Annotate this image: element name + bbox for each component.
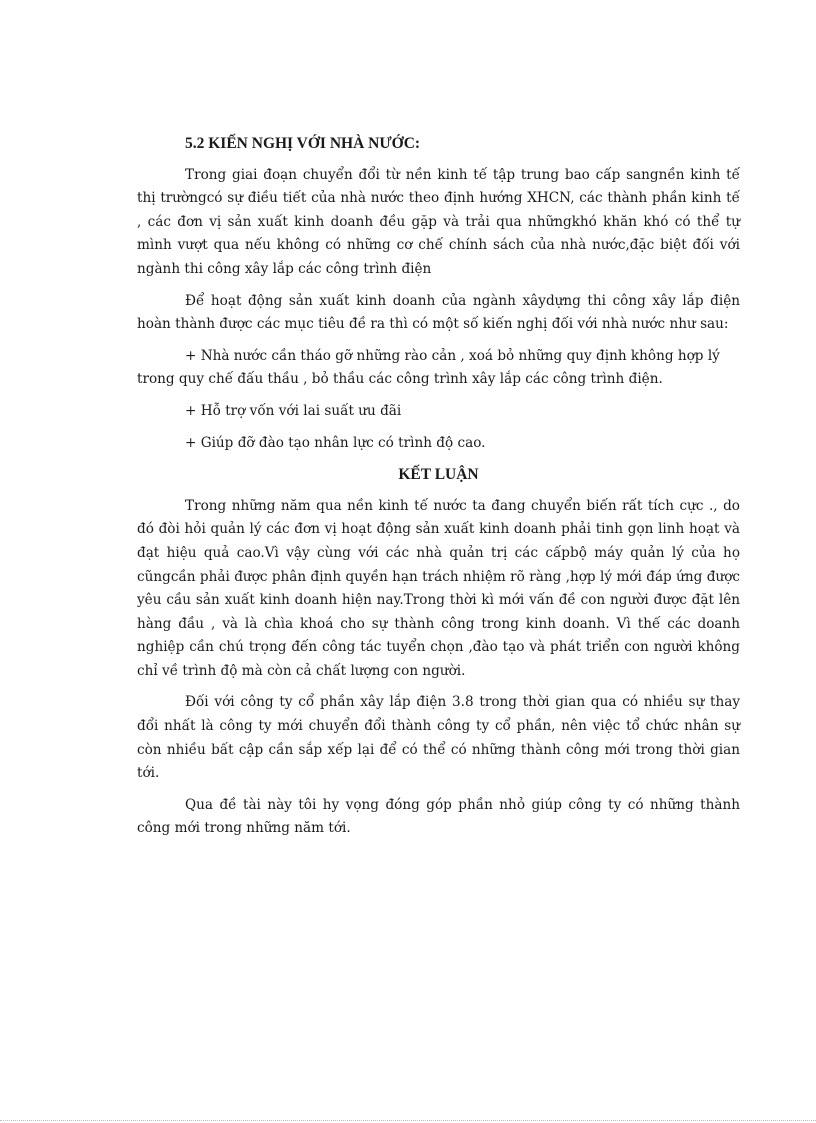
proposal-item: + Giúp đỡ đào tạo nhân lực có trình độ cao. xyxy=(185,434,486,451)
page-bottom-border xyxy=(0,1120,816,1121)
conclusion-title: KẾT LUẬN xyxy=(398,466,479,484)
conclusion-paragraph: Qua đề tài này tôi hy vọng đóng góp phần nhỏ giúp công ty có những thành công mới trong những năm tới. xyxy=(137,796,740,837)
intro-paragraph: Trong giai đoạn chuyển đổi từ nền kinh tế tập trung bao cấp sangnền kinh tế thị trườngcó sự điều tiết của nhà nước theo định hướng XHCN, các thành phần kinh tế , các đơn vị sản xuất kinh doanh đều gặp và trải qua nhữngkhó khăn khó có thể tự mình vượt qua nếu không có những cơ chế chính sách của nhà nước,đặc biệt đối với ngành thi công xây lắp các công trình điện xyxy=(137,166,740,277)
conclusion-paragraph: Đối với công ty cổ phần xây lắp điện 3.8 trong thời gian qua có nhiều sự thay đổi nhất là công ty mới chuyển đổi thành công ty cổ phần, nên việc tổ chức nhân sự còn nhiều bất cập cần sắp xếp lại để có thể có những thành công mới trong thời gian tới. xyxy=(137,694,740,782)
document-page xyxy=(137,132,740,849)
proposal-lead-paragraph: Để hoạt động sản xuất kinh doanh của ngành xâydựng thi công xây lắp điện hoàn thành được các mục tiêu đề ra thì có một số kiến nghị đối với nhà nước như sau: xyxy=(137,292,740,333)
proposal-item: + Hỗ trợ vốn với lai suất ưu đãi xyxy=(185,402,402,419)
section-heading: 5.2 KIẾN NGHỊ VỚI NHÀ NƯỚC: xyxy=(185,135,421,152)
conclusion-paragraph: Trong những năm qua nền kinh tế nước ta đang chuyển biến rất tích cực ., do đó đòi hỏi quản lý các đơn vị hoạt động sản xuất kinh doanh phải tinh gọn linh hoạt và đạt hiệu quả cao.Vì vậy cùng với các nhà quản trị các cấpbộ máy quản lý của họ cũngcần phải được phân định quyền hạn trách nhiệm rõ ràng ,hợp lý mới đáp ứng được yêu cầu sản xuất kinh doanh hiện nay.Trong thời kì mới vấn đề con người được đặt lên hàng đầu , và là chìa khoá cho sự thành công trong kinh doanh. Vì thế các doanh nghiệp cần chú trọng đến công tác tuyển chọn ,đào tạo và phát triển con người không chỉ về trình độ mà còn cả chất lượng con người. xyxy=(137,497,740,679)
proposal-item: + Nhà nước cần tháo gỡ những rào cản , xoá bỏ những quy định không hợp lý trong quy chế đấu thầu , bỏ thầu các công trình xây lắp các công trình điện. xyxy=(137,347,720,388)
